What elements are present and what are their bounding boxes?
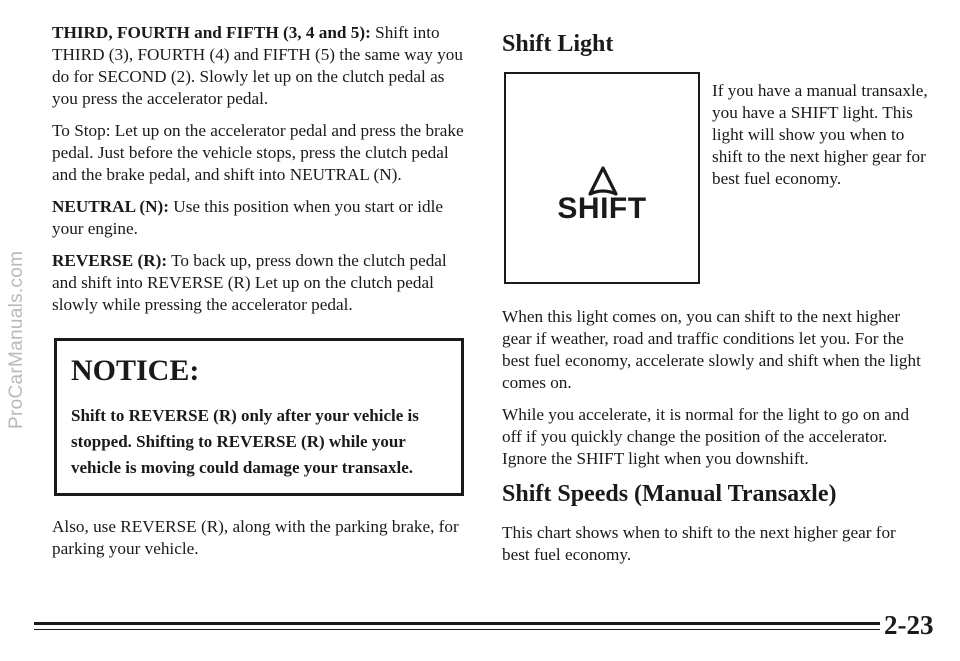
paragraph-parking: Also, use REVERSE (R), along with the parking brake, for parking your vehicle. [52, 517, 459, 558]
heading-shift-light: Shift Light [502, 31, 614, 57]
notice-title: NOTICE: [71, 354, 200, 387]
paragraph-chart-info: This chart shows when to shift to the next higher gear for best fuel economy. [502, 523, 896, 564]
paragraph-neutral [52, 196, 472, 240]
heading-shift-speeds: Shift Speeds (Manual Transaxle) [502, 481, 837, 507]
term-reverse: REVERSE (R): [52, 251, 168, 270]
footer-rule-thin [34, 629, 880, 630]
shift-light-label: SHIFT [557, 192, 647, 225]
paragraph-third-fourth-fifth [52, 22, 472, 110]
page-number: 2-23 [884, 610, 934, 640]
paragraph-reverse [52, 250, 472, 316]
term-neutral: NEUTRAL (N): [52, 197, 169, 216]
watermark: ProCarManuals.com [6, 250, 27, 430]
notice-text: Shift to REVERSE (R) only after your vehicle is stopped. Shifting to REVERSE (R) while your vehicle is moving could damage your transaxle. [71, 406, 419, 477]
paragraph-text: Shift into THIRD (3), FOURTH (4) and FIFTH (5) the same way you do for SECOND (2). Slowly let up on the clutch pedal as you press the accelerator pedal. [52, 23, 463, 108]
paragraph-light-comes-on: When this light comes on, you can shift to the next higher gear if weather, road and traffic conditions let you. For the best fuel economy, accelerate slowly and shift when the light comes on. [502, 307, 921, 392]
shift-light-description: If you have a manual transaxle, you have a SHIFT light. This light will show you when to shift to the next higher gear for best fuel economy. [712, 81, 928, 188]
term-third-fourth-fifth: THIRD, FOURTH and FIFTH (3, 4 and 5): [52, 23, 371, 42]
paragraph-text: To back up, press down the clutch pedal and shift into REVERSE (R) Let up on the clutch pedal slowly while pressing the accelerator pedal. [52, 251, 447, 314]
shift-light-figure-row [502, 72, 927, 286]
right-column [502, 22, 927, 576]
shift-light-figure [504, 72, 700, 284]
paragraph-text: Use this position when you start or idle your engine. [52, 197, 444, 238]
paragraph-to-stop: To Stop: Let up on the accelerator pedal and press the brake pedal. Just before the vehicle stops, press the clutch pedal and the brake pedal, and shift into NEUTRAL (N). [52, 121, 464, 184]
left-column [52, 22, 472, 570]
footer-rule-thick [34, 622, 880, 625]
notice-box [54, 338, 464, 496]
paragraph-while-accelerate: While you accelerate, it is normal for the light to go on and off if you quickly change the position of the accelerator. Ignore the SHIFT light when you downshift. [502, 405, 910, 468]
